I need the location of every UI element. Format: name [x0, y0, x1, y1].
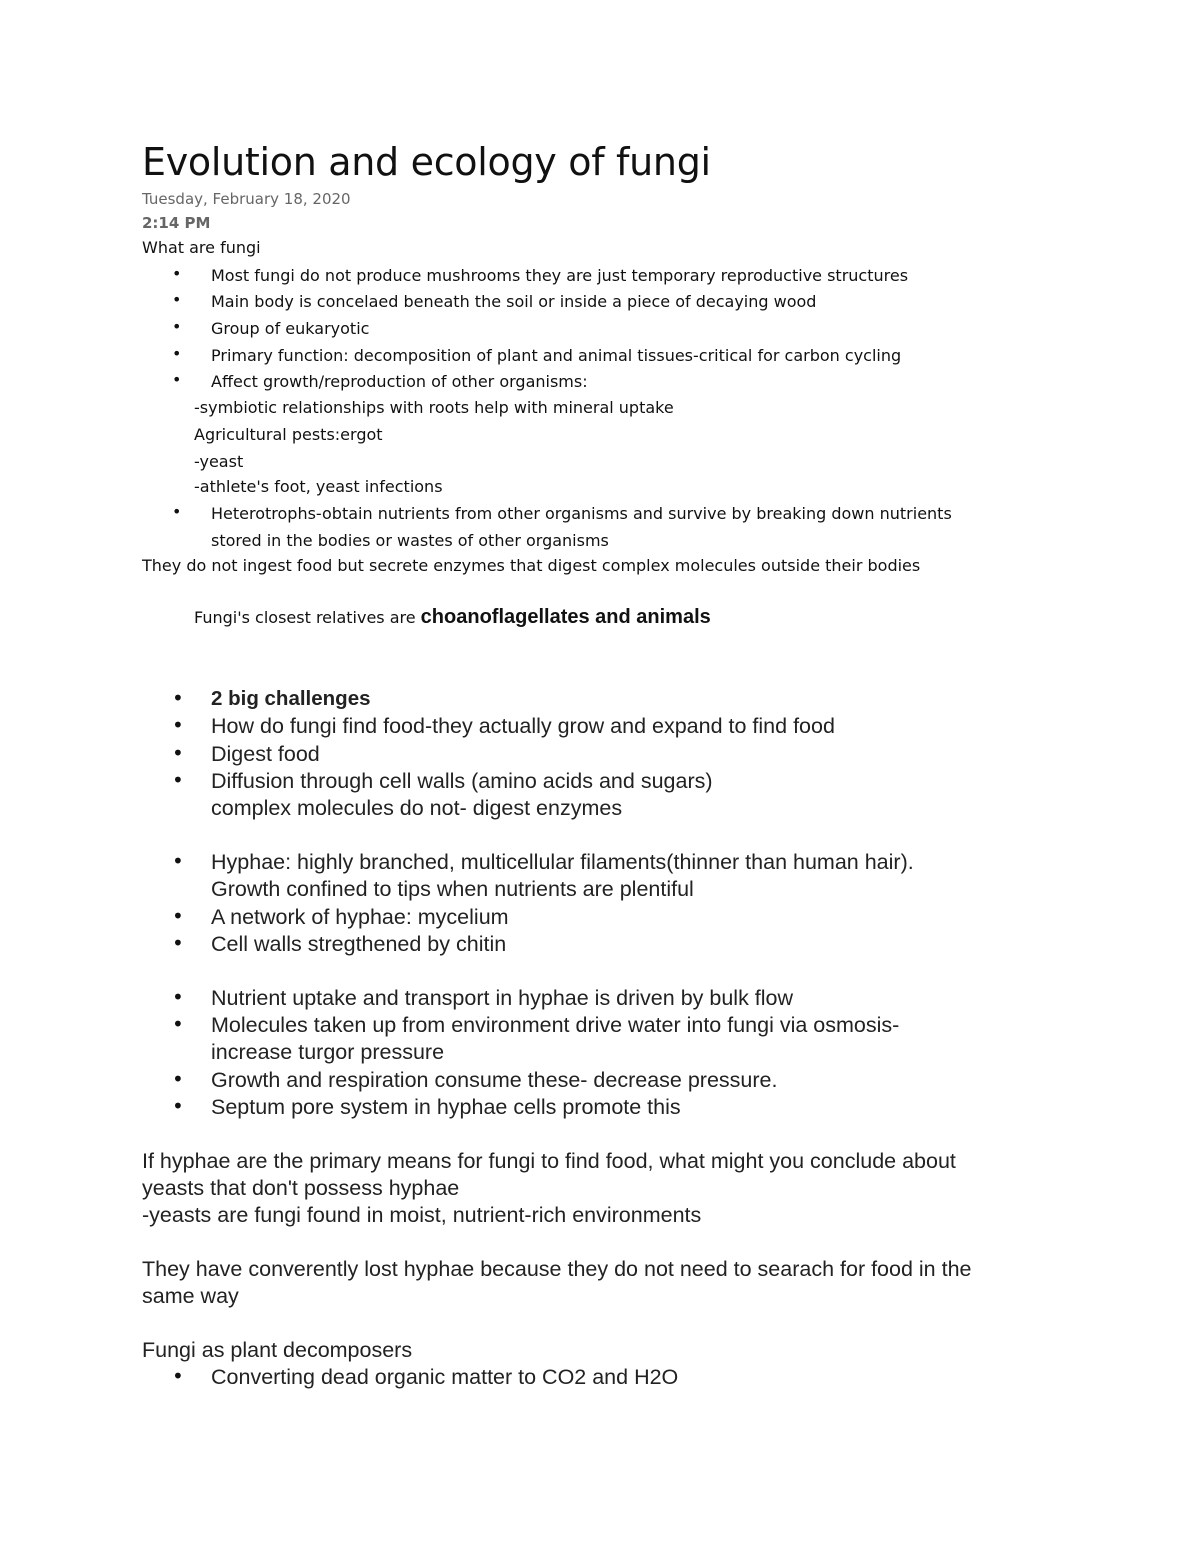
- list-item: Affect growth/reproduction of other organisms:: [211, 372, 588, 391]
- sub-item: -yeast: [194, 452, 244, 471]
- sub-item: Agricultural pests:ergot: [194, 425, 383, 444]
- list-item: Main body is concelaed beneath the soil or inside a piece of decaying wood: [211, 292, 817, 311]
- list-item: Most fungi do not produce mushrooms they are just temporary reproductive structures: [211, 266, 909, 285]
- page-title: Evolution and ecology of fungi: [142, 140, 711, 184]
- list-item-continuation: complex molecules do not- digest enzymes: [211, 796, 623, 820]
- sub-item: -symbiotic relationships with roots help with mineral uptake: [194, 398, 674, 417]
- relatives-emphasis: choanoflagellates and animals: [420, 606, 711, 628]
- list-item: Growth and respiration consume these- decrease pressure.: [211, 1068, 778, 1092]
- bullet-icon: •: [172, 904, 184, 928]
- list-item-continuation: stored in the bodies or wastes of other organisms: [211, 531, 609, 550]
- bullet-icon: •: [172, 1364, 184, 1388]
- paragraph: They have converently lost hyphae because they do not need to searach for food in the: [142, 1257, 972, 1281]
- relatives-line: [194, 606, 711, 629]
- bullet-icon: •: [172, 344, 182, 363]
- bullet-icon: •: [172, 768, 184, 792]
- list-item: Digest food: [211, 742, 320, 766]
- list-item: Molecules taken up from environment drive water into fungi via osmosis-: [211, 1013, 900, 1037]
- bullet-icon: •: [172, 317, 182, 336]
- paragraph: same way: [142, 1284, 239, 1308]
- list-item: Septum pore system in hyphae cells promote this: [211, 1095, 681, 1119]
- list-item: Primary function: decomposition of plant and animal tissues-critical for carbon cycling: [211, 346, 902, 365]
- list-item: Cell walls stregthened by chitin: [211, 932, 507, 956]
- bullet-icon: •: [172, 1094, 184, 1118]
- list-item: Group of eukaryotic: [211, 319, 370, 338]
- bullet-icon: •: [172, 502, 182, 521]
- list-item: Heterotrophs-obtain nutrients from other organisms and survive by breaking down nutrients: [211, 504, 952, 523]
- bullet-icon: •: [172, 1067, 184, 1091]
- bullet-icon: •: [172, 713, 184, 737]
- section-heading-what-are-fungi: What are fungi: [142, 238, 261, 257]
- list-item: How do fungi find food-they actually grow and expand to find food: [211, 714, 835, 738]
- section-heading-decomposers: Fungi as plant decomposers: [142, 1338, 413, 1362]
- bullet-icon: •: [172, 741, 184, 765]
- challenges-heading: 2 big challenges: [211, 687, 371, 710]
- bullet-icon: •: [172, 370, 182, 389]
- bullet-icon: •: [172, 290, 182, 309]
- list-item: Hyphae: highly branched, multicellular filaments(thinner than human hair).: [211, 850, 914, 874]
- list-item-continuation: increase turgor pressure: [211, 1040, 445, 1064]
- bullet-icon: •: [172, 264, 182, 283]
- bullet-icon: •: [172, 985, 184, 1009]
- bullet-icon: •: [172, 1012, 184, 1036]
- list-item: Diffusion through cell walls (amino acids and sugars): [211, 769, 713, 793]
- paragraph: yeasts that don't possess hyphae: [142, 1176, 460, 1200]
- paragraph: They do not ingest food but secrete enzymes that digest complex molecules outside their bodies: [142, 556, 921, 575]
- relatives-prefix: Fungi's closest relatives are: [194, 608, 421, 627]
- paragraph: -yeasts are fungi found in moist, nutrient-rich environments: [142, 1203, 702, 1227]
- list-item: Nutrient uptake and transport in hyphae is driven by bulk flow: [211, 986, 794, 1010]
- list-item: A network of hyphae: mycelium: [211, 905, 509, 929]
- note-date: Tuesday, February 18, 2020: [142, 190, 351, 208]
- bullet-icon: •: [172, 686, 184, 710]
- note-time: 2:14 PM: [142, 214, 211, 232]
- list-item-continuation: Growth confined to tips when nutrients are plentiful: [211, 877, 694, 901]
- sub-item: -athlete's foot, yeast infections: [194, 477, 443, 496]
- list-item: Converting dead organic matter to CO2 and H2O: [211, 1365, 679, 1389]
- paragraph: If hyphae are the primary means for fungi to find food, what might you conclude about: [142, 1149, 956, 1173]
- bullet-icon: •: [172, 849, 184, 873]
- bullet-icon: •: [172, 931, 184, 955]
